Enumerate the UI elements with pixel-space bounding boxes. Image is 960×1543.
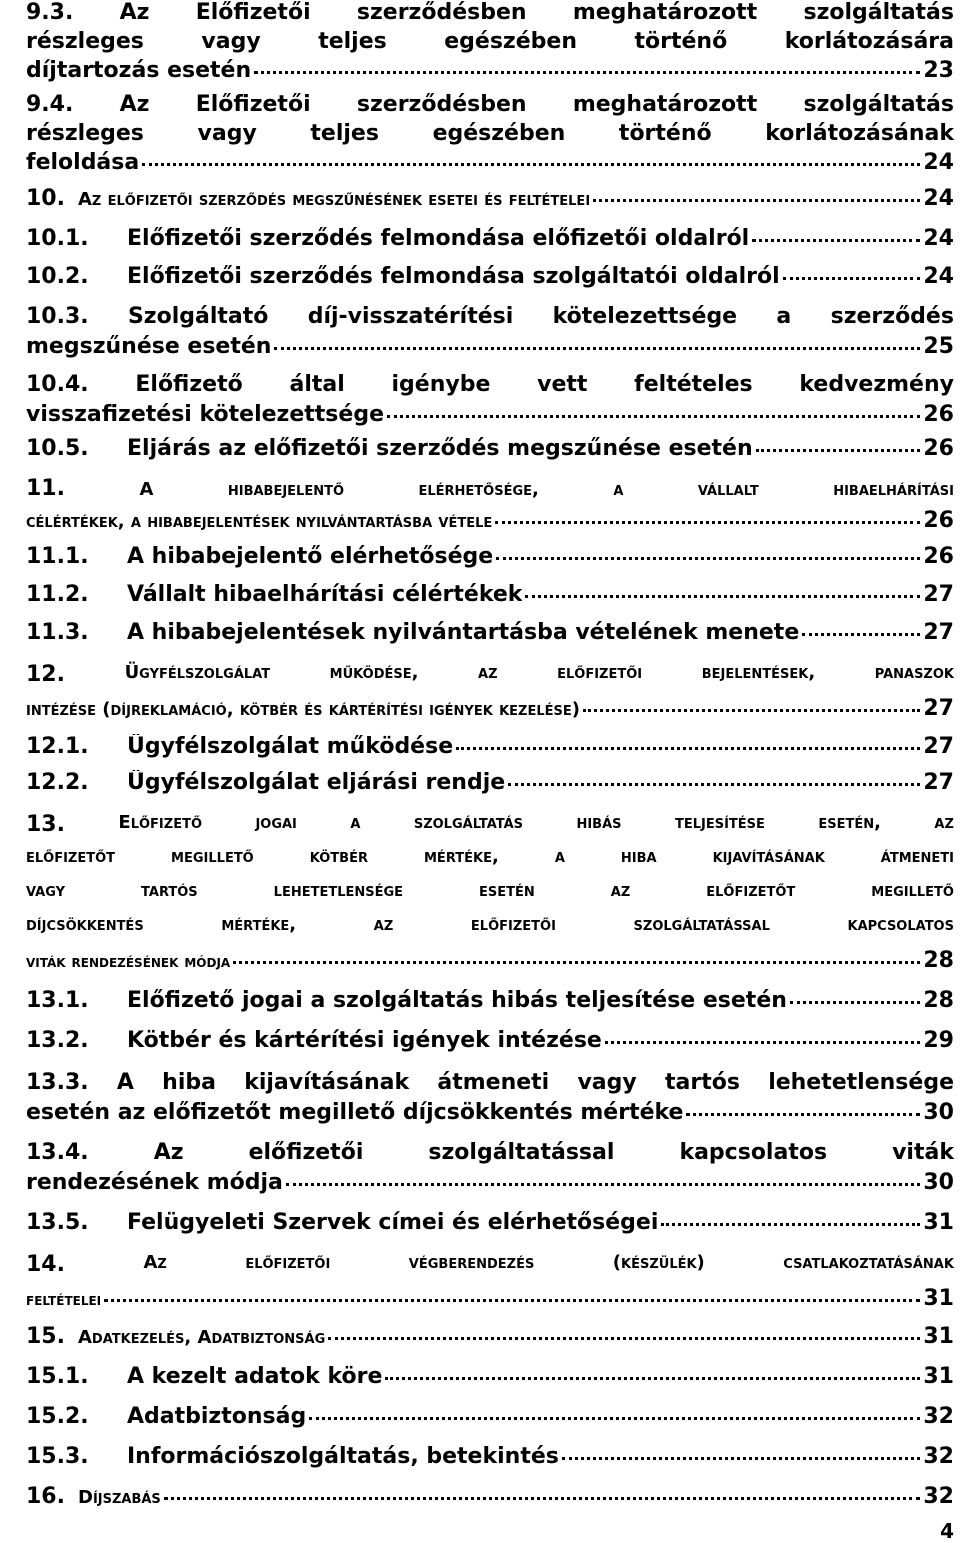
toc-entry-title: Felügyeleti Szervek címei és elérhetőségei <box>127 1210 659 1235</box>
toc-word: mértéke, <box>424 846 499 867</box>
toc-word: meghatározott <box>572 0 758 25</box>
toc-entry-line <box>26 436 954 461</box>
toc-entry-number: 15. <box>26 1324 65 1349</box>
toc-entry-13-5[interactable] <box>26 1210 954 1250</box>
toc-entry-line <box>26 264 954 289</box>
leader-dots <box>583 709 920 712</box>
leader-dots <box>756 449 921 452</box>
toc-entry-13-4[interactable] <box>26 1140 954 1210</box>
toc-entry-number: 11. <box>26 476 65 501</box>
toc-page-number: 30 <box>923 1170 954 1195</box>
toc-entry-title: intézése (díjreklamáció, kötbér és kártérítési igények kezelése) <box>26 699 580 720</box>
toc-entry-10-1[interactable] <box>26 226 954 264</box>
toc-entry-line <box>26 1170 954 1210</box>
toc-entry-10[interactable] <box>26 186 954 222</box>
toc-entry-number: 11.3. <box>26 620 89 645</box>
toc-entry-number: 10. <box>26 186 65 211</box>
toc-page-number: 27 <box>923 582 954 607</box>
toc-word: szolgáltatás <box>413 812 524 833</box>
toc-word: díjcsökkentés <box>26 914 144 935</box>
toc-entry-title: Adatbiztonság <box>127 1404 307 1429</box>
toc-word: szolgáltatás <box>803 92 954 117</box>
toc-word: hiba <box>620 846 657 867</box>
toc-entry-line <box>26 1140 954 1170</box>
toc-entry-line <box>26 734 954 759</box>
toc-word: vagy <box>197 121 257 146</box>
toc-word: Előfizető <box>118 812 202 833</box>
toc-entry-line <box>26 1252 954 1286</box>
toc-word: teljes <box>310 121 379 146</box>
leader-dots <box>254 71 920 74</box>
toc-entry-number: 11.2. <box>26 582 89 607</box>
toc-word: kapcsolatos <box>679 1140 828 1165</box>
toc-word: lehetetlensége <box>768 1070 954 1095</box>
leader-dots <box>328 1337 920 1340</box>
leader-dots <box>525 595 920 598</box>
toc-word: tartós <box>665 1070 740 1095</box>
toc-word: tartós <box>141 880 198 901</box>
toc-page-number: 28 <box>923 988 954 1013</box>
leader-dots <box>142 163 920 166</box>
toc-page-number: 25 <box>923 334 954 359</box>
toc-word: előfizetői <box>557 662 643 683</box>
toc-entry-number: 12. <box>26 662 65 687</box>
toc-word: részleges <box>26 29 144 54</box>
toc-entry-10-2[interactable] <box>26 264 954 302</box>
toc-entry-title: esetén az előfizetőt megillető díjcsökkentés mértéke <box>26 1100 684 1125</box>
toc-entry-line <box>26 770 954 795</box>
toc-entry-13-1[interactable] <box>26 988 954 1028</box>
toc-word: Az <box>119 92 150 117</box>
toc-entry-line <box>26 476 954 508</box>
toc-word: csatlakoztatásának <box>783 1252 954 1273</box>
toc-word: A <box>116 1070 134 1095</box>
toc-entry-line <box>26 508 954 546</box>
toc-entry-title: Ügyfélszolgálat eljárási rendje <box>127 770 506 795</box>
toc-word: történő <box>618 121 712 146</box>
leader-dots <box>508 783 920 786</box>
toc-word: korlátozásának <box>765 121 954 146</box>
toc-word: teljesítése <box>674 812 765 833</box>
toc-word: hiba <box>162 1070 216 1095</box>
toc-word: esetén, <box>818 812 881 833</box>
toc-word: Az <box>119 0 150 25</box>
leader-dots <box>593 199 920 202</box>
toc-entry-title: A hibabejelentések nyilvántartásba vételének menete <box>127 620 800 645</box>
toc-word: igénybe <box>391 372 491 397</box>
toc-word: megillető <box>171 846 254 867</box>
toc-word: teljes <box>318 29 387 54</box>
toc-page-number: 27 <box>923 770 954 795</box>
toc-word: hibás <box>576 812 622 833</box>
toc-entry-line <box>26 304 954 334</box>
toc-word: történő <box>634 29 728 54</box>
toc-word: vagy <box>201 29 261 54</box>
toc-entry-line <box>26 988 954 1013</box>
toc-entry-number: 10.1. <box>26 226 89 251</box>
toc-word: az <box>373 914 394 935</box>
toc-page-number: 26 <box>923 508 954 533</box>
toc-entry-title: díjtartozás esetén <box>26 58 252 83</box>
leader-dots <box>456 747 920 750</box>
toc-word: kapcsolatos <box>847 914 954 935</box>
toc-entry-line <box>26 1324 954 1349</box>
toc-entry-title: Előfizető jogai a szolgáltatás hibás teljesítése esetén <box>127 988 787 1013</box>
toc-entry-line <box>26 58 954 88</box>
page-number: 4 <box>940 1519 954 1543</box>
toc-entry-line <box>26 1210 954 1235</box>
toc-word: kedvezmény <box>799 372 954 397</box>
toc-entry-11-3[interactable] <box>26 620 954 658</box>
toc-page-number: 26 <box>923 544 954 569</box>
toc-word: vagy <box>577 1070 637 1095</box>
toc-entry-line <box>26 334 954 370</box>
toc-entry-11[interactable] <box>26 476 954 546</box>
toc-entry-13-3[interactable] <box>26 1070 954 1140</box>
toc-word: kijavításának <box>244 1070 410 1095</box>
toc-page-number: 24 <box>923 264 954 289</box>
toc-word: kötbér <box>309 846 368 867</box>
toc-word: kötelezettsége <box>552 304 738 329</box>
leader-dots <box>605 1041 921 1044</box>
toc-entry-line <box>26 1404 954 1429</box>
toc-word: elérhetősége, <box>418 479 539 500</box>
leader-dots <box>309 1417 920 1420</box>
toc-word: Előfizetői <box>195 0 311 25</box>
toc-entry-line <box>26 662 954 696</box>
toc-page-number: 31 <box>923 1364 954 1389</box>
toc-word: szolgáltatással <box>428 1140 615 1165</box>
toc-entry-9-3[interactable] <box>26 0 954 88</box>
toc-entry-title: Vállalt hibaelhárítási célértékek <box>127 582 523 607</box>
toc-word: vagy <box>26 880 66 901</box>
toc-entry-line <box>26 582 954 607</box>
toc-entry-line <box>26 29 954 58</box>
toc-entry-line <box>26 914 954 948</box>
toc-entry-line <box>26 186 954 211</box>
toc-entry-title: Ügyfélszolgálat működése <box>127 734 454 759</box>
toc-word: (készülék) <box>612 1252 705 1273</box>
toc-word: vett <box>537 372 588 397</box>
toc-entry-line <box>26 121 954 150</box>
toc-word: szerződés <box>830 304 954 329</box>
leader-dots <box>495 521 920 524</box>
toc-entry-title: Díjszabás <box>78 1487 161 1508</box>
toc-entry-number: 13. <box>26 812 65 837</box>
toc-entry-10-5[interactable] <box>26 436 954 474</box>
toc-page-number: 24 <box>923 226 954 251</box>
toc-word: előfizetői <box>248 1140 364 1165</box>
toc-entry-number: 13.5. <box>26 1210 89 1235</box>
toc-word: előfizetői <box>245 1252 331 1273</box>
toc-word: szerződésben <box>356 0 527 25</box>
toc-word: a <box>350 812 361 833</box>
toc-word: szolgáltatás <box>803 0 954 25</box>
toc-entry-12-1[interactable] <box>26 734 954 770</box>
toc-word: Előfizetői <box>195 92 311 117</box>
toc-entry-number: 15.2. <box>26 1404 89 1429</box>
toc-entry-line <box>26 544 954 569</box>
toc-word: az <box>934 812 954 833</box>
toc-word: feltételes <box>634 372 753 397</box>
toc-word: hibaelhárítási <box>833 479 954 500</box>
toc-word: panaszok <box>874 662 954 683</box>
toc-entry-title: Információszolgáltatás, betekintés <box>127 1444 559 1469</box>
toc-entry-number: 16. <box>26 1484 65 1509</box>
toc-word: előfizetői <box>470 914 556 935</box>
toc-entry-title: A hibabejelentő elérhetősége <box>127 544 494 569</box>
toc-word: működése, <box>329 662 419 683</box>
toc-page-number: 30 <box>923 1100 954 1125</box>
toc-entry-number: 10.5. <box>26 436 89 461</box>
toc-word: meghatározott <box>572 92 758 117</box>
leader-dots <box>783 277 921 280</box>
toc-page-number: 32 <box>923 1444 954 1469</box>
toc-word: az <box>478 662 498 683</box>
toc-entry-number: 9.3. <box>26 0 74 25</box>
toc-entry-title: célértékek, a hibabejelentések nyilvántartásba vétele <box>26 511 493 532</box>
toc-entry-title: megszűnése esetén <box>26 334 272 359</box>
toc-entry-number: 12.1. <box>26 734 89 759</box>
toc-entry-line <box>26 696 954 734</box>
toc-word: Szolgáltató <box>127 304 269 329</box>
toc-entry-number: 13.3. <box>26 1070 89 1095</box>
toc-word: végberendezés <box>408 1252 535 1273</box>
toc-entry-13-2[interactable] <box>26 1028 954 1070</box>
toc-word: részleges <box>26 121 144 146</box>
toc-entry-number: 15.3. <box>26 1444 89 1469</box>
toc-entry-14[interactable] <box>26 1252 954 1324</box>
toc-word: a <box>776 304 792 329</box>
toc-entry-title: A kezelt adatok köre <box>127 1364 383 1389</box>
leader-dots <box>385 1377 920 1380</box>
toc-word: A <box>139 479 154 500</box>
toc-entry-line <box>26 402 954 438</box>
toc-entry-line <box>26 1444 954 1469</box>
toc-word: megillető <box>871 880 954 901</box>
leader-dots <box>387 415 920 418</box>
toc-word: Előfizető <box>135 372 243 397</box>
toc-page-number: 31 <box>923 1286 954 1311</box>
toc-entry-line <box>26 1070 954 1100</box>
toc-entry-line <box>26 1100 954 1140</box>
toc-entry-number: 11.1. <box>26 544 89 569</box>
toc-page-number: 27 <box>923 620 954 645</box>
toc-page-number: 27 <box>923 696 954 721</box>
toc-entry-number: 14. <box>26 1252 65 1277</box>
toc-entry-title: feloldása <box>26 150 140 175</box>
toc-word: kijavításának <box>712 846 825 867</box>
toc-entry-line <box>26 1028 954 1053</box>
toc-entry-10-3[interactable] <box>26 304 954 370</box>
toc-entry-number: 12.2. <box>26 770 89 795</box>
toc-entry-line <box>26 150 954 180</box>
toc-entry-15[interactable] <box>26 1324 954 1364</box>
toc-word: lehetetlensége <box>273 880 404 901</box>
toc-word: átmeneti <box>437 1070 550 1095</box>
leader-dots <box>164 1497 921 1500</box>
toc-word: az <box>610 880 631 901</box>
toc-page-number: 23 <box>923 58 954 83</box>
toc-word: vállalt <box>697 479 759 500</box>
toc-word: bejelentések, <box>701 662 816 683</box>
toc-word: Ügyfélszolgálat <box>124 662 271 683</box>
toc-entry-line <box>26 1484 954 1509</box>
toc-word: Az <box>143 1252 167 1273</box>
toc-page-number: 29 <box>923 1028 954 1053</box>
toc-page-number: 26 <box>923 436 954 461</box>
table-of-contents <box>26 0 954 1509</box>
toc-entry-13[interactable] <box>26 812 954 986</box>
toc-page-number: 26 <box>923 402 954 427</box>
toc-page-number: 31 <box>923 1210 954 1235</box>
toc-word: Az <box>153 1140 184 1165</box>
toc-page-number: 32 <box>923 1484 954 1509</box>
toc-entry-line <box>26 620 954 645</box>
toc-word: jogai <box>255 812 297 833</box>
toc-entry-line <box>26 1286 954 1324</box>
toc-page-number: 32 <box>923 1404 954 1429</box>
leader-dots <box>562 1457 921 1460</box>
toc-entry-line <box>26 846 954 880</box>
toc-entry-12[interactable] <box>26 662 954 734</box>
toc-page-number: 24 <box>923 150 954 175</box>
toc-entry-line <box>26 812 954 846</box>
toc-word: esetén <box>479 880 535 901</box>
toc-entry-number: 9.4. <box>26 92 74 117</box>
toc-word: átmeneti <box>880 846 954 867</box>
toc-entry-line <box>26 0 954 29</box>
leader-dots <box>496 557 920 560</box>
toc-entry-title: Előfizetői szerződés felmondása előfizetői oldalról <box>127 226 750 251</box>
leader-dots <box>233 961 920 964</box>
toc-entry-15-3[interactable] <box>26 1444 954 1484</box>
leader-dots <box>274 347 920 350</box>
toc-entry-number: 10.4. <box>26 372 89 397</box>
toc-entry-number: 10.3. <box>26 304 89 329</box>
toc-entry-title: Előfizetői szerződés felmondása szolgáltatói oldalról <box>127 264 780 289</box>
toc-entry-title: Kötbér és kártérítési igények intézése <box>127 1028 602 1053</box>
toc-word: a <box>554 846 565 867</box>
toc-entry-title: Adatkezelés, Adatbiztonság <box>78 1327 326 1348</box>
toc-entry-title: rendezésének módja <box>26 1170 283 1195</box>
toc-page-number: 28 <box>923 948 954 973</box>
toc-page-number: 27 <box>923 734 954 759</box>
toc-word: előfizetőt <box>706 880 796 901</box>
toc-page-number: 24 <box>923 186 954 211</box>
leader-dots <box>802 633 920 636</box>
toc-entry-line <box>26 226 954 251</box>
toc-entry-title: viták rendezésének módja <box>26 952 231 972</box>
toc-entry-line <box>26 948 954 986</box>
toc-word: által <box>289 372 345 397</box>
toc-word: viták <box>892 1140 954 1165</box>
toc-entry-line <box>26 372 954 402</box>
toc-entry-16[interactable] <box>26 1484 954 1524</box>
toc-entry-title: Eljárás az előfizetői szerződés megszűnése esetén <box>127 436 753 461</box>
toc-word: szerződésben <box>356 92 527 117</box>
toc-page-number: 31 <box>923 1324 954 1349</box>
toc-entry-12-2[interactable] <box>26 770 954 808</box>
toc-word: egészében <box>444 29 577 54</box>
toc-entry-10-4[interactable] <box>26 372 954 438</box>
toc-entry-number: 13.4. <box>26 1140 89 1165</box>
toc-word: a <box>613 479 624 500</box>
leader-dots <box>286 1183 920 1186</box>
toc-entry-line <box>26 1364 954 1389</box>
toc-entry-11-2[interactable] <box>26 582 954 620</box>
toc-entry-number: 13.1. <box>26 988 89 1013</box>
toc-entry-number: 15.1. <box>26 1364 89 1389</box>
leader-dots <box>790 1001 920 1004</box>
toc-entry-15-1[interactable] <box>26 1364 954 1404</box>
toc-word: díj-visszatérítési <box>307 304 514 329</box>
toc-entry-9-4[interactable] <box>26 92 954 180</box>
toc-entry-15-2[interactable] <box>26 1404 954 1444</box>
leader-dots <box>104 1299 920 1302</box>
toc-word: szolgáltatással <box>633 914 770 935</box>
toc-entry-title: Az előfizetői szerződés megszűnésének esetei és feltételei <box>78 189 591 210</box>
toc-word: hibabejelentő <box>227 479 345 500</box>
toc-word: mértéke, <box>221 914 297 935</box>
toc-entry-line <box>26 880 954 914</box>
toc-word: előfizetőt <box>26 846 116 867</box>
toc-entry-line <box>26 92 954 121</box>
toc-entry-title: feltételei <box>26 1290 102 1310</box>
leader-dots <box>752 239 920 242</box>
toc-entry-title: visszafizetési kötelezettsége <box>26 402 384 427</box>
toc-entry-number: 13.2. <box>26 1028 89 1053</box>
toc-word: korlátozására <box>784 29 954 54</box>
leader-dots <box>661 1223 920 1226</box>
toc-entry-11-1[interactable] <box>26 544 954 582</box>
toc-word: egészében <box>432 121 566 146</box>
leader-dots <box>686 1113 920 1116</box>
toc-entry-number: 10.2. <box>26 264 89 289</box>
